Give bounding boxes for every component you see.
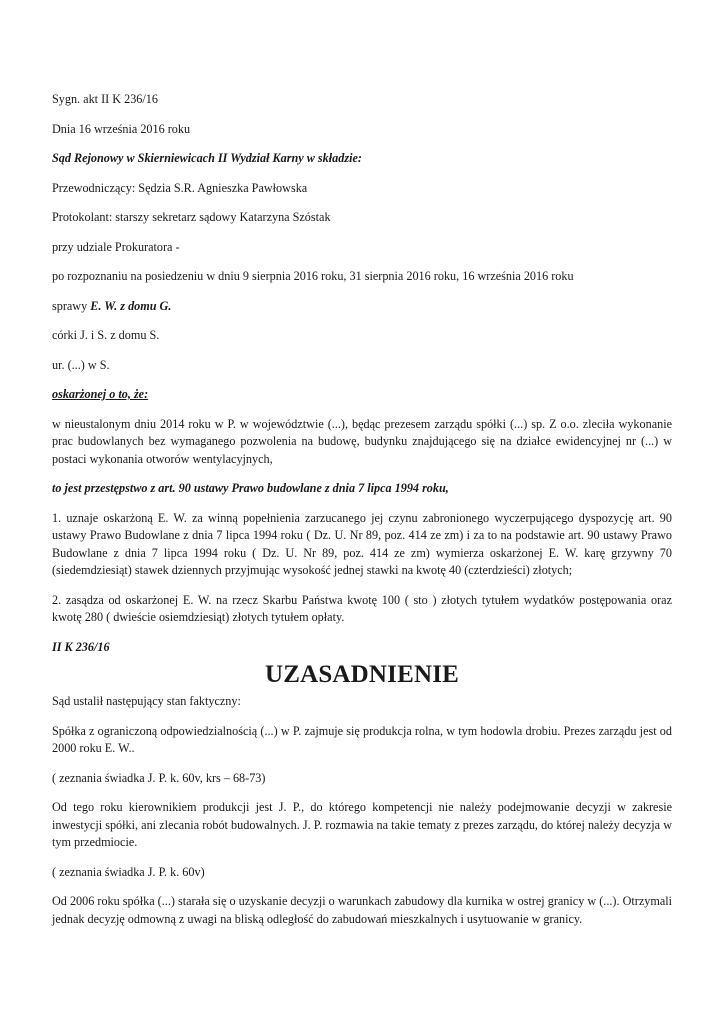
court-composition: Sąd Rejonowy w Skierniewicach II Wydział Karny w składzie: xyxy=(52,151,362,165)
date-line: Dnia 16 września 2016 roku xyxy=(52,121,191,136)
case-prefix: sprawy xyxy=(52,298,91,313)
fact-paragraph-3: Od 2006 roku spółka (...) starała się o uzyskanie decyzji o warunkach zabudowy dla kurnika w ostrej granicy w (...). Otrzymali jednak decyzję odmowną z uwagi na bliską odległość do zabudowań mieszkalnych i usytuowanie w granicy. xyxy=(52,894,672,926)
document-page xyxy=(52,91,672,928)
fact-paragraph-2: Od tego roku kierownikiem produkcji jest J. P., do którego kompetencji nie należy podejmowanie decyzji w zakresie inwestycji spółki, ani zlecania robót budowalnych. J. P. rozmawia na takie tematy z prezes zarządu, do której należy decyzja w tym przedmiocie. xyxy=(52,800,672,849)
recorder-line: Protokolant: starszy sekretarz sądowy Katarzyna Szóstak xyxy=(52,210,331,224)
prosecutor-line: przy udziale Prokuratora - xyxy=(52,239,180,254)
verdict-item-2: 2. zasądza od oskarżonej E. W. na rzecz Skarbu Państwa kwotę 100 ( sto ) złotych tytułem wydatków postępowania oraz kwotę 280 ( dwieście osiemdziesiąt) złotych tytułem opłaty. xyxy=(52,592,672,624)
chair-line: Przewodniczący: Sędzia S.R. Agnieszka Pawłowska xyxy=(52,180,308,195)
accused-name: E. W. z domu G. xyxy=(90,298,172,313)
birth-line: ur. (...) w S. xyxy=(52,357,110,372)
verdict-item-1: 1. uznaje oskarżoną E. W. za winną popełnienia zarzucanego jej czynu zabronionego wyczerpującego dyspozycję art. 90 ustawy Prawo Budowlane z dnia 7 lipca 1994 roku ( Dz. U. Nr 89, poz. 414 ze zm) i za to na podstawie art. 90 ustawy Prawo Budowlane z dnia 7 lipca 1994 roku ( Dz. U. Nr 89, poz. 414 ze zm) wymierza oskarżonej E. W. karę grzywny 70 (siedemdziesiąt) stawek dziennych przyjmując wysokość jednej stawki na kwotę 40 (czterdzieści) złotych; xyxy=(52,510,672,577)
facts-intro: Sąd ustalił następujący stan faktyczny: xyxy=(52,694,241,708)
case-line xyxy=(52,298,672,316)
source-citation-1: ( zeznania świadka J. P. k. 60v, krs – 68-73) xyxy=(52,770,266,785)
case-signature: Sygn. akt II K 236/16 xyxy=(52,92,158,106)
fact-paragraph-1: Spółka z ograniczoną odpowiedzialnością (...) w P. zajmuje się produkcja rolna, w tym hodowla drobiu. Prezes zarządu jest od 2000 roku E. W.. xyxy=(52,723,672,755)
daughter-line: córki J. i S. z domu S. xyxy=(52,328,160,342)
charge-paragraph: w nieustalonym dniu 2014 roku w P. w województwie (...), będąc prezesem zarządu spółki (...) sp. Z o.o. zleciła wykonanie prac budowlanych bez wymaganego pozwolenia na budowę, budynku znajdującego się na działce ewidencyjnej nr (...) w postaci wykonania otworów wentylacyjnych, xyxy=(52,416,672,466)
accused-header: oskarżonej o to, że: xyxy=(52,387,149,401)
hearing-line: po rozpoznaniu na posiedzeniu w dniu 9 sierpnia 2016 roku, 31 sierpnia 2016 roku, 16 września 2016 roku xyxy=(52,269,574,283)
source-citation-2: ( zeznania świadka J. P. k. 60v) xyxy=(52,864,205,879)
justification-title: UZASADNIENIE xyxy=(264,661,460,688)
offense-line: to jest przestępstwo z art. 90 ustawy Prawo budowlane z dnia 7 lipca 1994 roku, xyxy=(52,481,449,495)
case-reference: II K 236/16 xyxy=(52,639,110,654)
